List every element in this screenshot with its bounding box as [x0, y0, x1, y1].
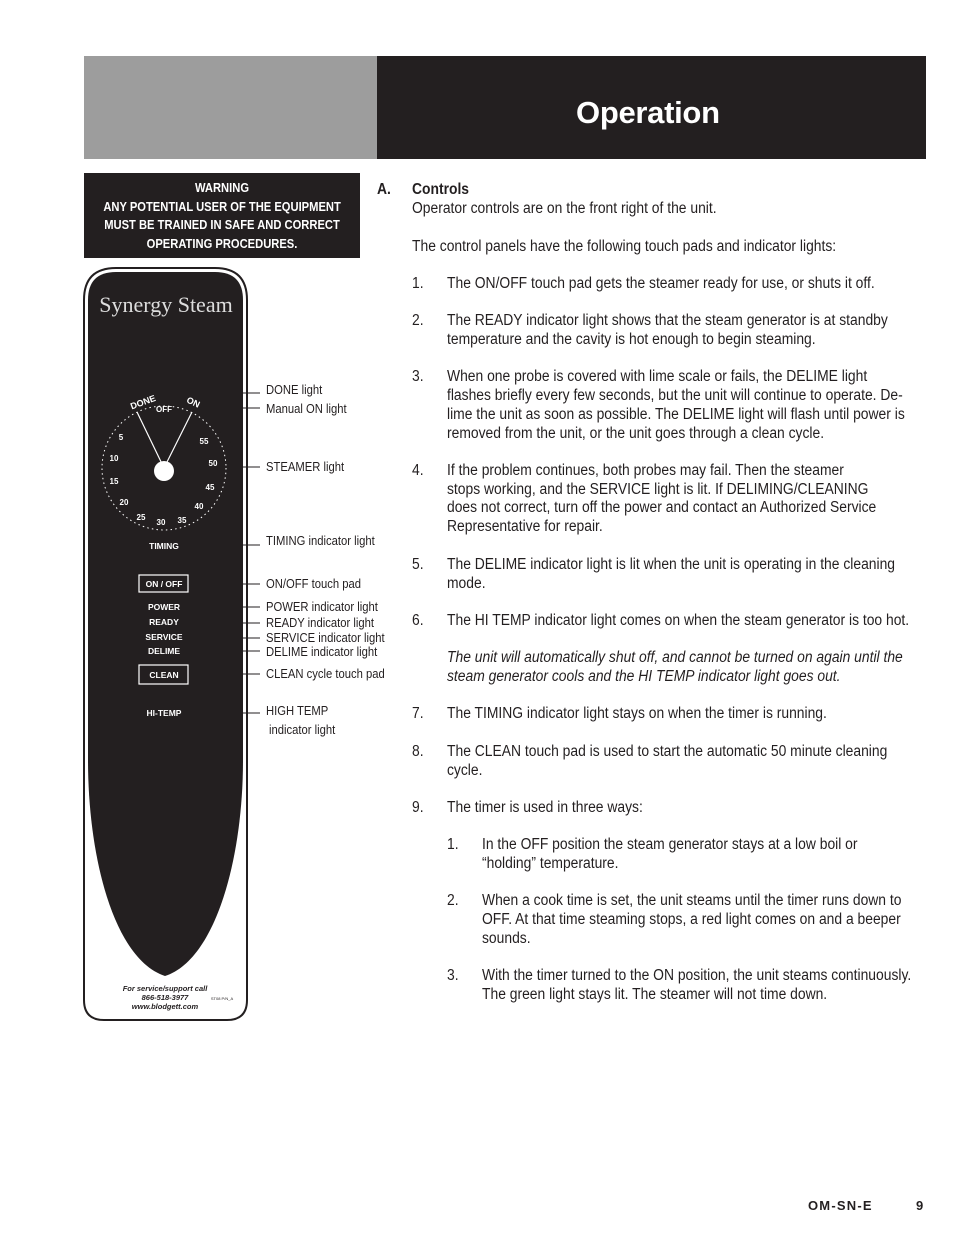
dial-knob	[154, 461, 174, 481]
warning-line: MUST BE TRAINED IN SAFE AND CORRECT	[104, 217, 340, 232]
section-letter: A.	[377, 181, 391, 198]
item-line: does not correct, turn off the power and contact an Authorized Service	[447, 499, 877, 516]
item-number: 9.	[412, 799, 424, 816]
subitem-number: 3.	[447, 967, 459, 984]
section-intro: Operator controls are on the front right of the unit.	[412, 200, 717, 217]
item-line: removed from the unit, or the unit goes through a clean cycle.	[447, 425, 825, 442]
clean-button-label: CLEAN	[149, 670, 179, 680]
panel-logo: Synergy Steam	[99, 292, 233, 317]
callout-service-light: SERVICE indicator light	[266, 631, 385, 645]
item-line: The TIMING indicator light stays on when the timer is running.	[447, 705, 827, 722]
dial-label-done: DONE	[129, 393, 157, 412]
item-line: When one probe is covered with lime scale or fails, the DELIME light	[447, 368, 868, 385]
warning-line: OPERATING PROCEDURES.	[146, 235, 298, 251]
callout-on-off-pad: ON/OFF touch pad	[266, 577, 362, 591]
label-hi-temp: HI-TEMP	[146, 708, 182, 718]
item-number: 1.	[412, 275, 424, 292]
label-ready: READY	[149, 617, 179, 627]
item-number: 7.	[412, 705, 424, 722]
item-line: The DELIME indicator light is lit when the unit is operating in the cleaning	[447, 556, 896, 573]
label-timing: TIMING	[149, 541, 179, 551]
dial-number: 55	[199, 437, 209, 446]
dial-number: 5	[118, 433, 124, 442]
item-line: Representative for repair.	[447, 518, 603, 535]
item-number: 2.	[412, 312, 424, 329]
panel-part-code: ST08 P/N_A	[210, 996, 234, 1001]
item-line: If the problem continues, both probes may fail. Then the steamer	[447, 462, 844, 479]
subitem-number: 2.	[447, 892, 459, 909]
item-line: lime the unit as soon as possible. The DELIME light will flash until power is	[447, 406, 905, 423]
dial-label-off: OFF	[156, 405, 172, 414]
subitem-line: OFF. At that time steaming stops, a red light comes on and a beeper	[482, 911, 901, 928]
subitem-number: 1.	[447, 836, 459, 853]
callout-power-light: POWER indicator light	[266, 600, 378, 614]
item-line: The CLEAN touch pad is used to start the automatic 50 minute cleaning	[447, 743, 888, 760]
callout-done-light: DONE light	[266, 383, 323, 397]
note-line: The unit will automatically shut off, and cannot be turned on again until the	[447, 649, 903, 666]
callout-high-temp-sub: indicator light	[269, 723, 336, 737]
dial-number: 40	[194, 502, 204, 511]
dial-number: 10	[109, 454, 119, 463]
subitem-line: In the OFF position the steam generator stays at a low boil or	[482, 836, 858, 853]
item-number: 6.	[412, 612, 424, 629]
section-heading: Controls	[412, 181, 470, 198]
label-power: POWER	[147, 602, 181, 612]
dial-label-on: ON	[185, 394, 202, 410]
label-service: SERVICE	[145, 632, 183, 642]
item-line: flashes briefly every few seconds, but the unit will continue to operate. De-	[447, 387, 903, 404]
item-line: The HI TEMP indicator light comes on when the steam generator is too hot.	[447, 612, 910, 629]
item-line: The READY indicator light shows that the steam generator is at standby	[447, 312, 888, 329]
dial-number: 15	[109, 477, 119, 486]
subitem-line: When a cook time is set, the unit steams until the timer runs down to	[482, 892, 902, 909]
on-off-button-label: ON / OFF	[145, 579, 183, 589]
callout-high-temp: HIGH TEMP	[266, 704, 329, 718]
page-number: 9	[916, 1198, 925, 1213]
subitem-line: With the timer turned to the ON position, the unit steams continuously.	[482, 967, 912, 984]
panel-service-line: www.blodgett.com	[131, 1002, 199, 1011]
item-line: mode.	[447, 575, 486, 592]
callout-ready-light: READY indicator light	[266, 616, 374, 630]
item-line: temperature and the cavity is hot enough to begin steaming.	[447, 331, 816, 348]
item-number: 8.	[412, 743, 424, 760]
item-number: 4.	[412, 462, 424, 479]
warning-line: WARNING	[194, 180, 250, 195]
callout-clean-pad: CLEAN cycle touch pad	[266, 667, 385, 681]
subitem-line: sounds.	[482, 930, 531, 947]
item-line: The ON/OFF touch pad gets the steamer ready for use, or shuts it off.	[447, 275, 875, 292]
panel-service-line: For service/support call	[122, 984, 208, 993]
dial-number: 45	[205, 483, 215, 492]
callout-delime-light: DELIME indicator light	[266, 645, 378, 659]
page-title: Operation	[576, 95, 720, 130]
dial-number: 20	[119, 498, 129, 507]
panel-service-line: 866-518-3977	[141, 993, 189, 1002]
item-line: stops working, and the SERVICE light is lit. If DELIMING/CLEANING	[447, 481, 869, 498]
subitem-line: The green light stays lit. The steamer will not time down.	[482, 986, 828, 1003]
subitem-line: “holding” temperature.	[482, 855, 619, 872]
item-number: 3.	[412, 368, 424, 385]
dial-number: 25	[136, 513, 146, 522]
callout-timing-light: TIMING indicator light	[266, 534, 375, 548]
doc-code: OM-SN-E	[808, 1198, 873, 1213]
callout-manual-on-light: Manual ON light	[266, 402, 347, 416]
item-line: The timer is used in three ways:	[447, 799, 643, 816]
callout-steamer-light: STEAMER light	[266, 460, 345, 474]
dial-number: 50	[208, 459, 218, 468]
dial-number: 35	[177, 516, 187, 525]
item-line: cycle.	[447, 762, 483, 779]
note-line: steam generator cools and the HI TEMP indicator light goes out.	[447, 668, 841, 685]
dial-number: 30	[156, 518, 166, 527]
warning-line: ANY POTENTIAL USER OF THE EQUIPMENT	[103, 198, 341, 214]
label-delime: DELIME	[147, 646, 181, 656]
item-number: 5.	[412, 556, 424, 573]
section-panels-intro: The control panels have the following touch pads and indicator lights:	[412, 238, 837, 255]
